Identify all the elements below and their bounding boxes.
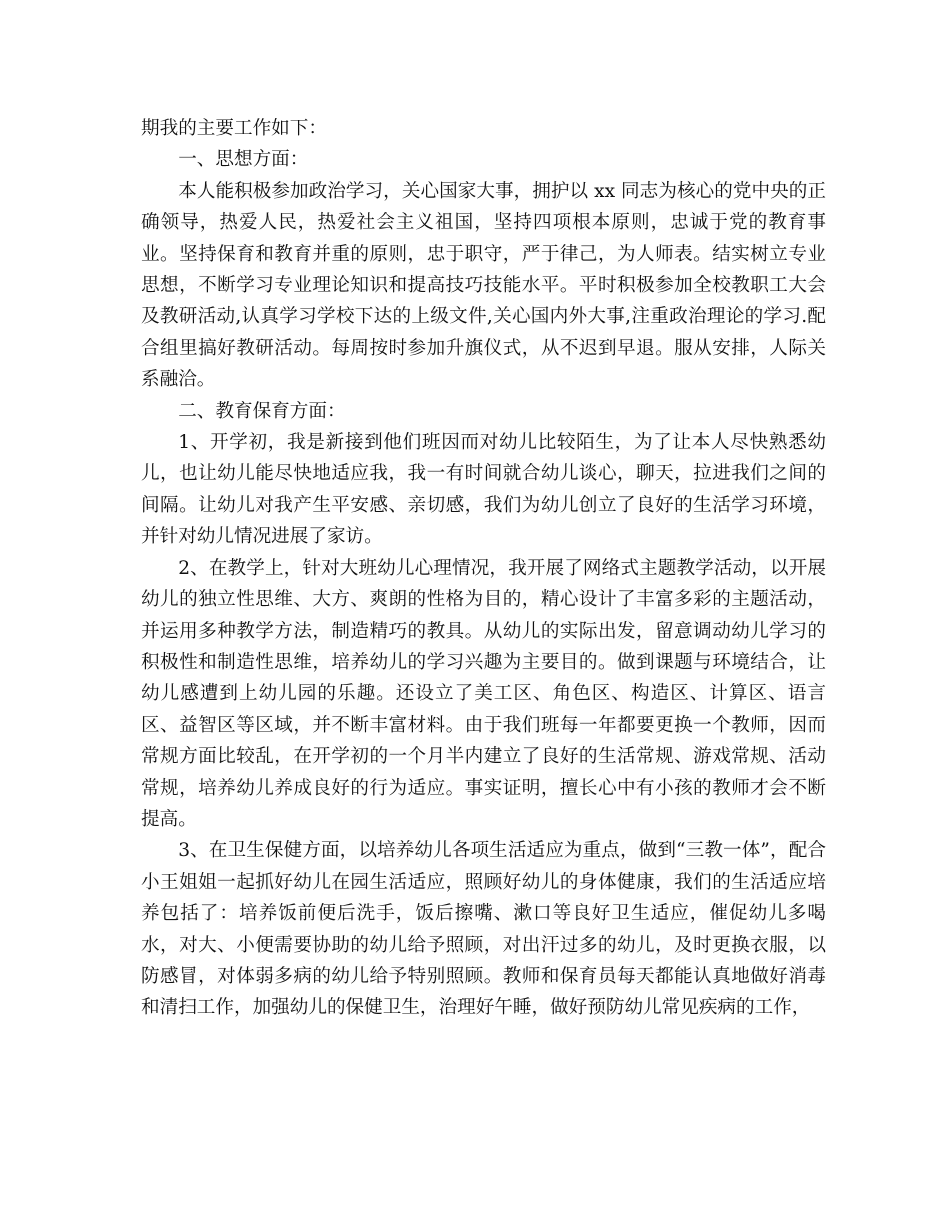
paragraph-ideology: 本人能积极参加政治学习，关心国家大事，拥护以 xx 同志为核心的党中央的正确领导，热爱人民，热爱社会主义祖国，坚持四项根本原则，忠诚于党的教育事业。坚持保育和教育并重的原则，忠于职守，严于律己，为人师表。结实树立专业思想，不断学习专业理论知识和提高技巧技能水平。平时积极参加全校教职工大会及教研活动,认真学习学校下达的上级文件,关心国内外大事,注重政治理论的学习.配合组里搞好教研活动。每周按时参加升旗仪式，从不迟到早退。服从安排，人际关系融洽。 — [141, 180, 826, 391]
paragraph-item-2: 2、在教学上，针对大班幼儿心理情况，我开展了网络式主题教学活动，以开展幼儿的独立性思维、大方、爽朗的性格为目的，精心设计了丰富多彩的主题活动，并运用多种教学方法，制造精巧的教具。从幼儿的实际出发，留意调动幼儿学习的积极性和制造性思维，培养幼儿的学习兴趣为主要目的。做到课题与环境结合，让幼儿感遭到上幼儿园的乐趣。还设立了美工区、角色区、构造区、计算区、语言区、益智区等区域，并不断丰富材料。由于我们班每一年都要更换一个教师，因而常规方面比较乱，在开学初的一个月半内建立了良好的生活常规、游戏常规、活动常规，培养幼儿养成良好的行为适应。事实证明，擅长心中有小孩的教师才会不断提高。 — [141, 557, 826, 830]
heading-education-care: 二、教育保育方面： — [178, 400, 346, 422]
paragraph-item-1: 1、开学初，我是新接到他们班因而对幼儿比较陌生，为了让本人尽快熟悉幼儿，也让幼儿能尽快地适应我，我一有时间就合幼儿谈心，聊天，拉进我们之间的间隔。让幼儿对我产生平安感、亲切感，我们为幼儿创立了良好的生活学习环境，并针对幼儿情况进展了家访。 — [141, 432, 826, 548]
paragraph-item-3: 3、在卫生保健方面，以培养幼儿各项生活适应为重点，做到“三教一体”，配合小王姐姐一起抓好幼儿在园生活适应，照顾好幼儿的身体健康，我们的生活适应培养包括了：培养饭前便后洗手，饭后擦嘴、漱口等良好卫生适应，催促幼儿多喝水，对大、小便需要协助的幼儿给予照顾，对出汗过多的幼儿，及时更换衣服，以防感冒，对体弱多病的幼儿给予特别照顾。教师和保育员每天都能认真地做好消毒和清扫工作，加强幼儿的保健卫生，治理好午睡，做好预防幼儿常见疾病的工作， — [141, 840, 826, 1019]
paragraph-intro: 期我的主要工作如下： — [141, 118, 327, 139]
document-body — [141, 113, 826, 1024]
heading-ideology: 一、思想方面： — [178, 149, 309, 171]
